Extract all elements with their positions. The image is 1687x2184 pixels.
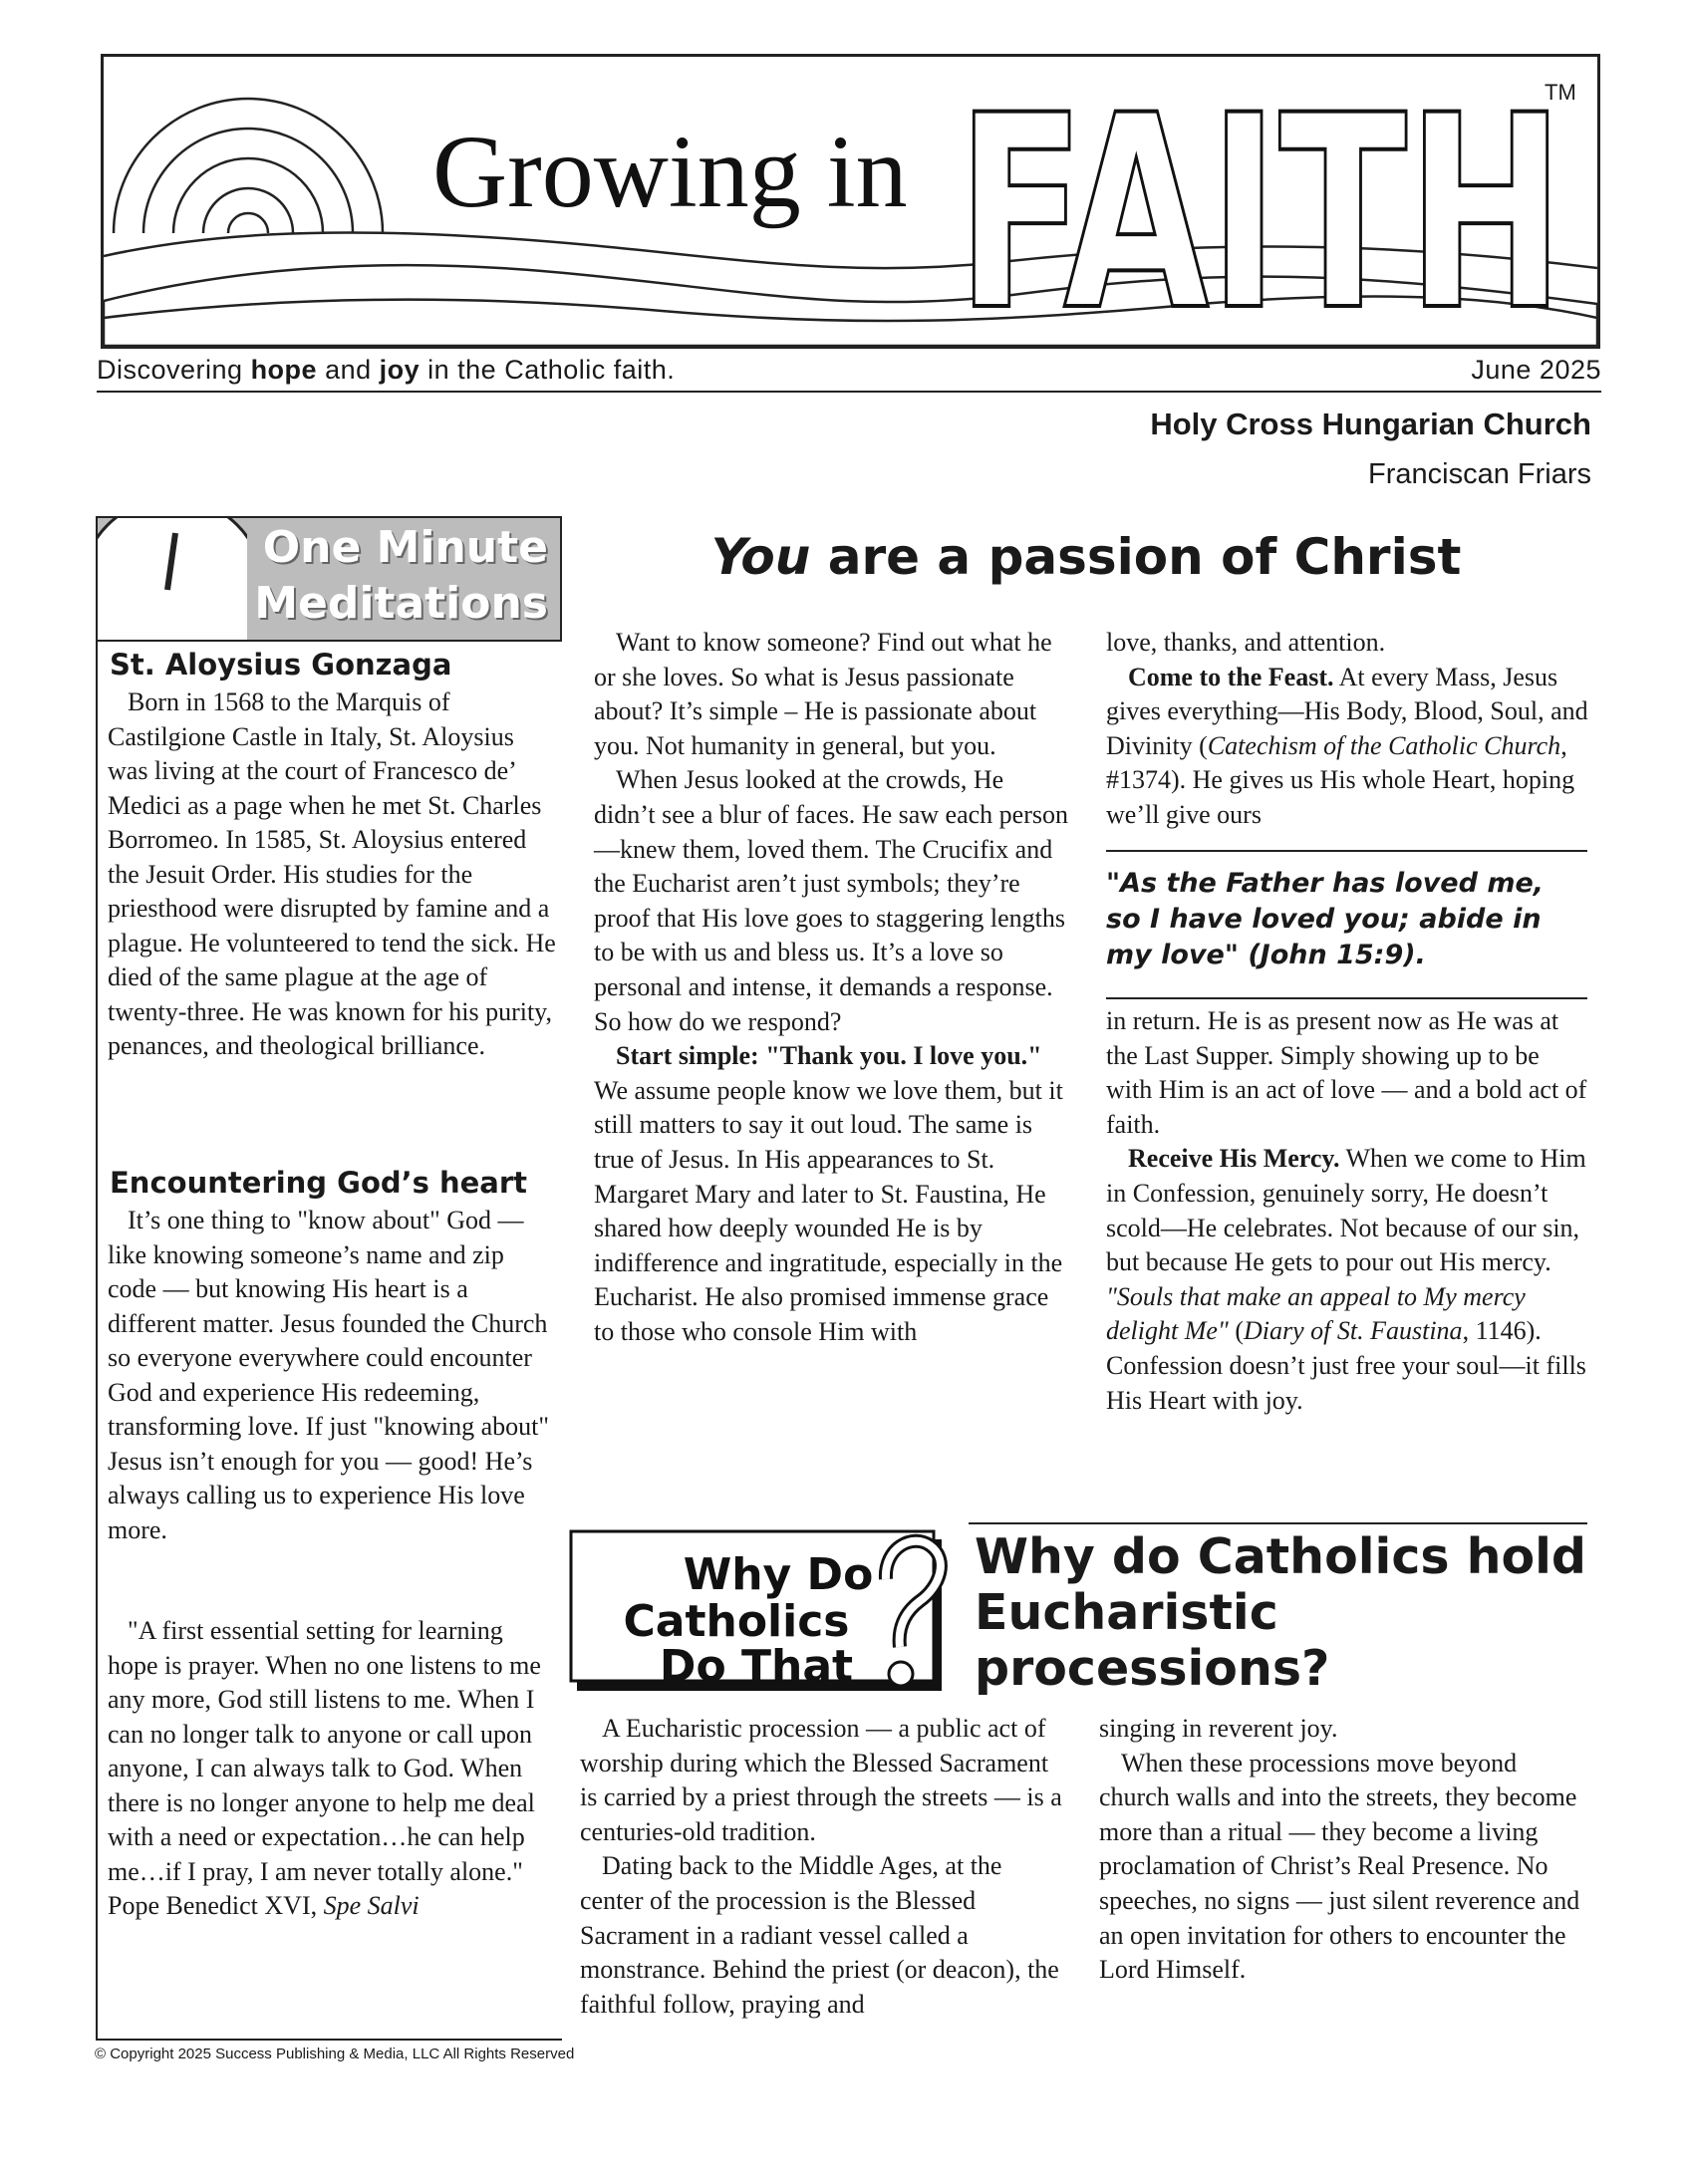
why-box-line2: Catholics bbox=[623, 1596, 850, 1647]
article1-paragraph: When Jesus looked at the crowds, He didn’t see a blur of faces. He saw each person—knew them, loved them. The Crucifix and the Eucharist aren’t just symbols; they’re proof that His love goes to staggering lengths to be with us and bless us. It’s a love so personal and intense, it demands a response. So how do we respond? bbox=[594, 765, 1068, 1036]
why-box-line1: Why Do bbox=[683, 1549, 874, 1600]
tagline-bar bbox=[97, 355, 1601, 393]
article1-paragraph: love, thanks, and attention. bbox=[1106, 628, 1386, 657]
clock-icon bbox=[98, 518, 247, 642]
sidebar-banner bbox=[98, 518, 562, 642]
article2-paragraph: singing in reverent joy. bbox=[1099, 1714, 1338, 1743]
article1-title: You are a passion of Christ bbox=[710, 528, 1462, 586]
scripture-pullquote: "As the Father has loved me, so I have loved you; abide in my love" (John 15:9). bbox=[1106, 850, 1587, 999]
why-box-line3: Do That bbox=[659, 1641, 854, 1692]
heart-text-block bbox=[108, 1204, 556, 1547]
saint-text: Born in 1568 to the Marquis of Castilgione Castle in Italy, St. Aloysius was living at the court of Francesco de’ Medici as a page when he met St. Charles Borromeo. In 1585, St. Aloysius entered the Jesuit Order. His studies for the priesthood were disrupted by famine and a plague. He volunteered to tend the sick. He died of the same plague at the age of twenty-three. He was known for his purity, penances, and theological brilliance. bbox=[108, 687, 556, 1060]
article1-paragraph: Want to know someone? Find out what he or she loves. So what is Jesus passionate about? It’s simple – He is passionate about you. Not humanity in general, but you. bbox=[594, 628, 1052, 760]
saint-text-block bbox=[108, 685, 556, 1064]
masthead bbox=[101, 54, 1600, 349]
article1-paragraph: in return. He is as present now as He was at the Last Supper. Simply showing up to be with Him is an act of love — and a bold act of faith. bbox=[1106, 1006, 1587, 1139]
article1-column2-top bbox=[1106, 626, 1590, 833]
tagline: Discovering hope and joy in the Catholic faith. bbox=[97, 355, 676, 385]
article2-column2 bbox=[1099, 1712, 1589, 1988]
pope-quote-block bbox=[108, 1614, 556, 1924]
article1-paragraph: Start simple: "Thank you. I love you." We assume people know we love them, but it still matters to say it out loud. The same is true of Jesus. In His appearances to St. Margaret Mary and later to St. Faustina, He shared how deeply wounded He is by indifference and ingratitude, especially in the Eucharist. He also promised immense grace to those who console Him with bbox=[594, 1041, 1063, 1346]
article1-paragraph: Come to the Feast. At every Mass, Jesus gives everything—His Body, Blood, Soul, and Divinity (Catechism of the Catholic Church, #1374). He gives us His whole Heart, hoping we’ll give ours bbox=[1106, 662, 1588, 829]
article2-column1 bbox=[580, 1712, 1066, 2022]
issue-date: June 2025 bbox=[1471, 355, 1601, 385]
one-minute-meditations-sidebar bbox=[96, 516, 562, 2041]
sidebar-banner-line1: One Minute bbox=[262, 522, 548, 573]
article1-column1 bbox=[594, 626, 1070, 1349]
sidebar-banner-line2: Meditations bbox=[254, 578, 548, 629]
pope-quote-attribution: Pope Benedict XVI, Spe Salvi bbox=[108, 1891, 420, 1920]
pope-quote: "A first essential setting for learning hope is prayer. When no one listens to me any more, God still listens to me. When I can no longer talk to anyone or call upon anyone, I can always talk to God. When there is no longer anyone to help me deal with a need or expectation…he can help me…if I pray, I am never totally alone." bbox=[108, 1616, 541, 1886]
parish-order: Franciscan Friars bbox=[1368, 458, 1591, 490]
heart-heading: Encountering God’s heart bbox=[110, 1166, 528, 1200]
article2-title: Why do Catholics hold Eucharistic processions? bbox=[975, 1528, 1587, 1697]
article1-paragraph: Receive His Mercy. When we come to Him in Confession, genuinely sorry, He doesn’t scold—He celebrates. Not because of our sin, but because He gets to pour out His mercy. "Souls that make an appeal to My mercy delight Me" (Diary of St. Faustina, 1146). Confession doesn’t just free your soul—it fills His Heart with joy. bbox=[1106, 1144, 1586, 1415]
masthead-art bbox=[104, 57, 1597, 346]
why-do-catholics-do-that-logo bbox=[569, 1529, 953, 1697]
article2-paragraph: Dating back to the Middle Ages, at the center of the procession is the Blessed Sacrament in a radiant vessel called a monstrance. Behind the priest (or deacon), the faithful follow, praying and bbox=[580, 1851, 1059, 2019]
article2-paragraph: A Eucharistic procession — a public act of worship during which the Blessed Sacrament is carried by a priest through the streets — is a centuries-old tradition. bbox=[580, 1714, 1062, 1846]
section-divider bbox=[969, 1522, 1587, 1524]
trademark: TM bbox=[1545, 80, 1576, 105]
article1-column2-bottom bbox=[1106, 1004, 1590, 1418]
masthead-title-faith: FAITH bbox=[957, 59, 1564, 346]
heart-text: It’s one thing to "know about" God — like knowing someone’s name and zip code — but knowing His heart is a different matter. Jesus founded the Church so everyone everywhere could encounter God and experience His redeeming, transforming love. If just "knowing about" Jesus isn’t enough for you — good! He’s always calling us to experience His love more. bbox=[108, 1206, 549, 1544]
masthead-title-growing: Growing in bbox=[432, 115, 908, 229]
copyright-notice: © Copyright 2025 Success Publishing & Media, LLC All Rights Reserved bbox=[95, 2046, 575, 2062]
parish-name: Holy Cross Hungarian Church bbox=[1150, 407, 1591, 441]
article2-paragraph: When these processions move beyond church walls and into the streets, they become more than a ritual — they become a living proclamation of Christ’s Real Presence. No speeches, no signs — just silent reverence and an open invitation for others to encounter the Lord Himself. bbox=[1099, 1748, 1580, 1985]
saint-heading: St. Aloysius Gonzaga bbox=[110, 648, 452, 682]
